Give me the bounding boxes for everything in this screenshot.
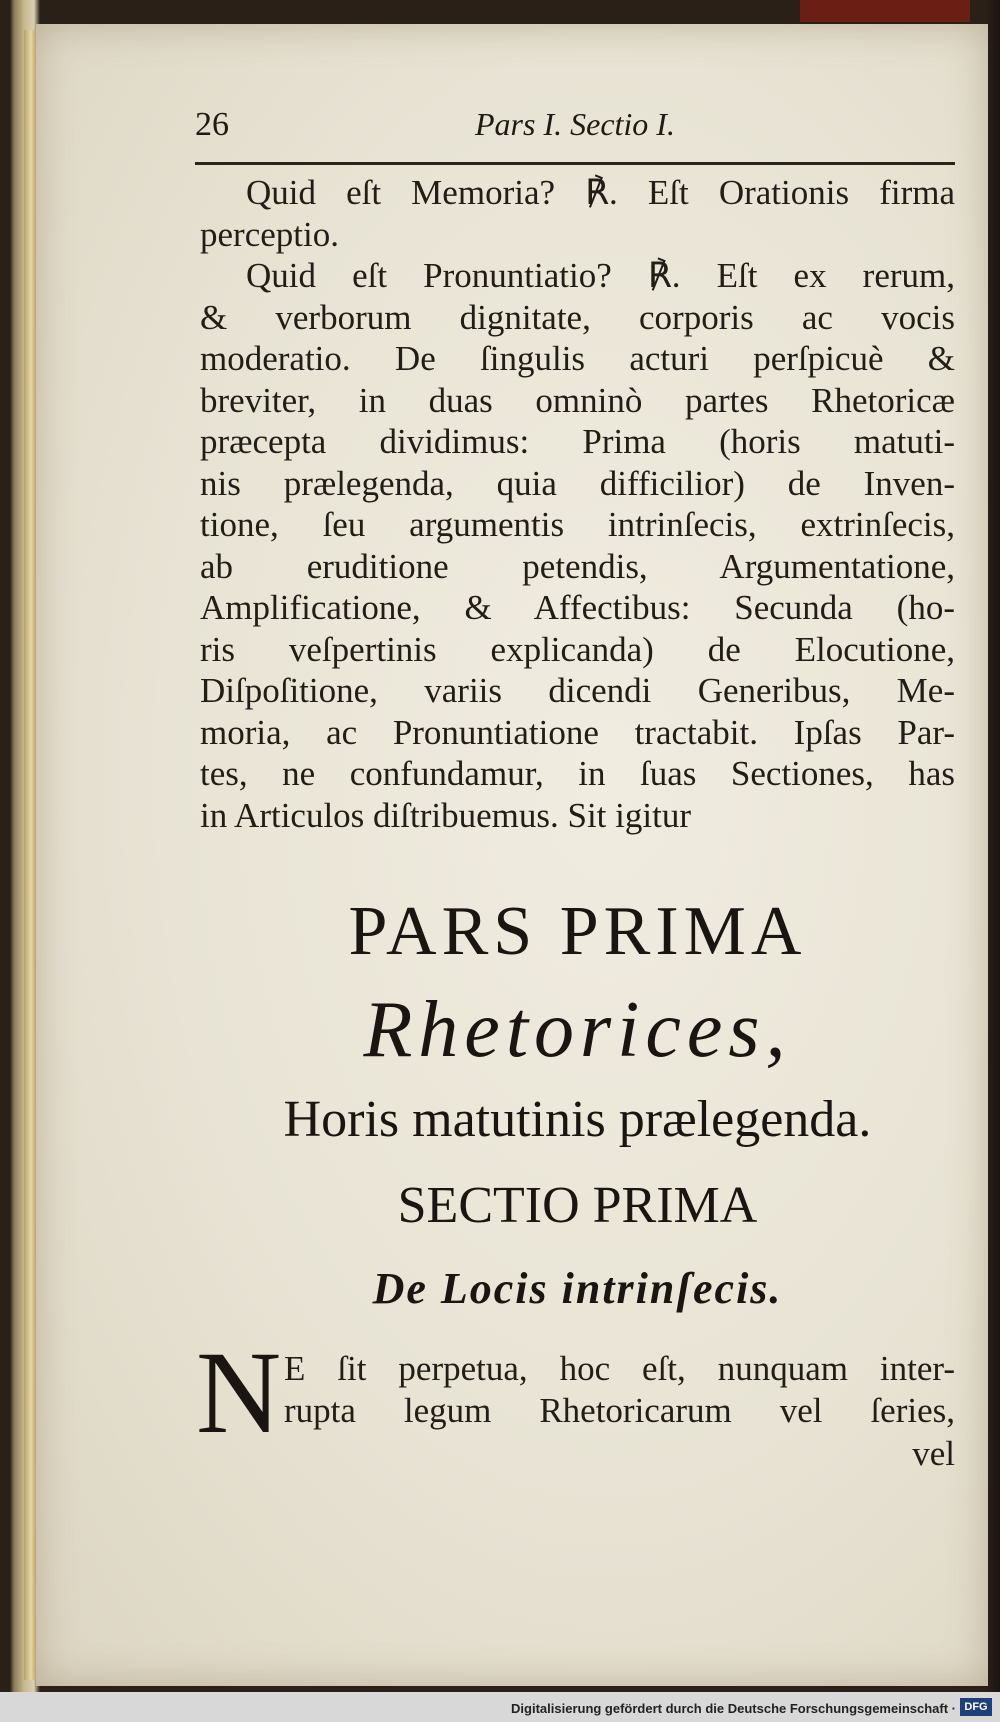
drop-cap: N [196, 1327, 282, 1458]
heading-horis: Horis matutinis prælegenda. [283, 1091, 872, 1148]
text-line: moria, ac Pronuntiatione tractabit. Ipſas Par- [200, 712, 955, 752]
text-line: tes, ne confundamur, in ſuas Sectiones, has [200, 754, 955, 793]
text-line: rupta legum Rhetoricarum vel ſeries, [284, 1390, 955, 1430]
body-paragraph [200, 172, 955, 836]
text-line: Quid eſt Pronuntiatio? ℟. Eſt ex rerum, [246, 256, 955, 295]
heading-de-locis: De Locis intrinſecis. [372, 1264, 783, 1313]
text-line: & verborum dignitate, corporis ac vocis [200, 297, 955, 337]
text-line: Diſpoſitione, variis dicendi Generibus, Me- [200, 671, 955, 710]
text-line: in Articulos diſtribuemus. Sit igitur [200, 795, 691, 835]
text-line: perceptio. [200, 214, 339, 254]
heading-pars-prima: PARS PRIMA [348, 893, 807, 970]
heading-sectio: SECTIO PRIMA [397, 1177, 758, 1234]
page-number: 26 [195, 106, 229, 143]
text-line: tione, ſeu argumentis intrinſecis, extrinſecis, [200, 505, 955, 544]
footer-bar [0, 1692, 1000, 1722]
header-rule [195, 162, 955, 169]
second-paragraph [284, 1348, 955, 1431]
page-header [195, 106, 955, 150]
book-cover-edge [800, 0, 970, 22]
text-line: E ſit perpetua, hoc eſt, nunquam inter- [284, 1349, 955, 1388]
text-line: ab eruditione petendis, Argumentatione, [200, 546, 955, 586]
text-line: ris veſpertinis explicanda) de Elocutione, [200, 629, 955, 669]
text-line: Quid eſt Memoria? ℟. Eſt Orationis firma [246, 173, 955, 212]
running-title: Pars I. Sectio I. [475, 106, 675, 142]
text-line: nis prælegenda, quia difficilior) de Inven- [200, 463, 955, 503]
text-line: Amplificatione, & Affectibus: Secunda (ho- [200, 588, 955, 627]
text-line: moderatio. De ſingulis acturi perſpicuè & [200, 339, 955, 378]
catchword: vel [912, 1434, 955, 1473]
funding-credit: Digitalisierung gefördert durch die Deutsche Forschungsgemeinschaft · [511, 1701, 956, 1716]
text-line: breviter, in duas omninò partes Rhetoricæ [200, 380, 955, 420]
heading-rhetorices: Rhetorices, [363, 986, 792, 1074]
text-line: præcepta dividimus: Prima (horis matuti- [200, 422, 955, 461]
dfg-logo: DFG [960, 1698, 992, 1716]
